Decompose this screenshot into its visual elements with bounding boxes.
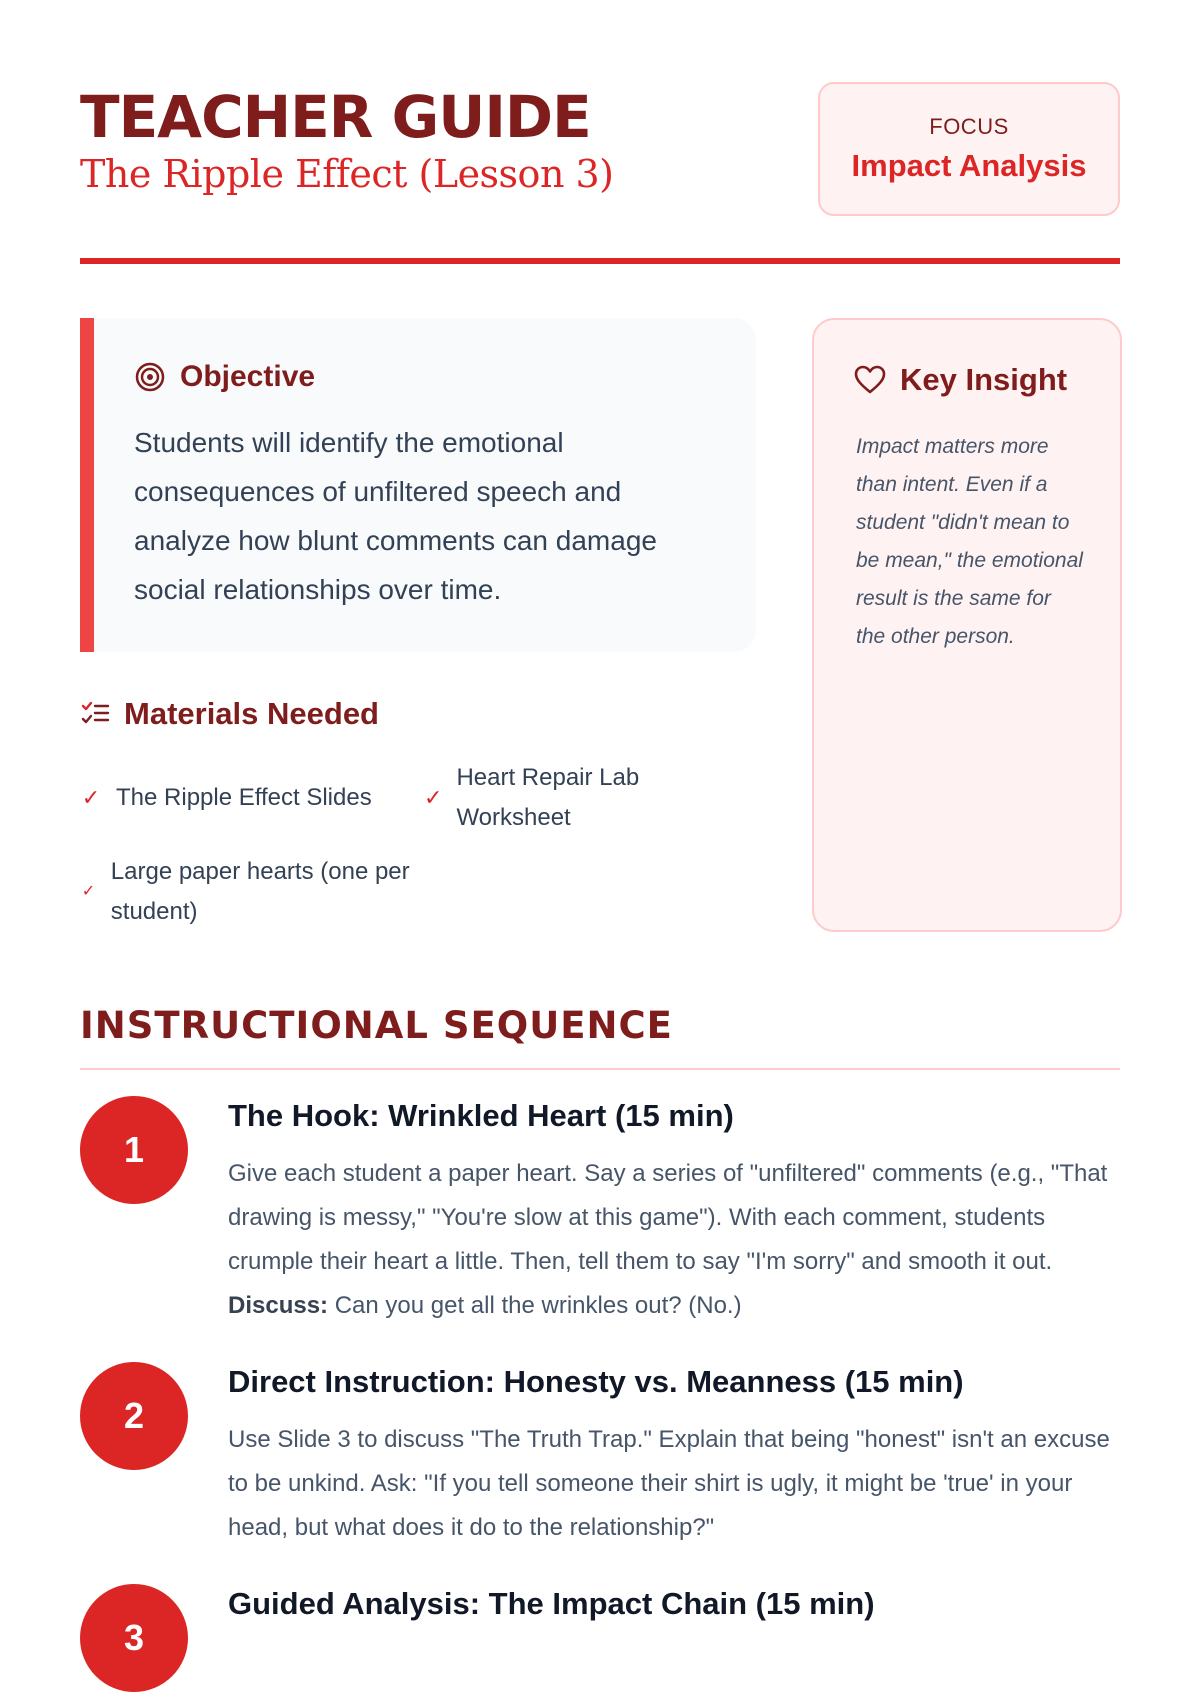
section-divider — [80, 1068, 1120, 1070]
objective-title: Objective — [180, 360, 316, 393]
insight-heading — [854, 362, 1067, 398]
list-item — [80, 852, 410, 932]
objective-heading — [134, 360, 315, 394]
checklist-icon — [80, 699, 110, 729]
focus-value: Impact Analysis — [851, 148, 1087, 183]
section-title: INSTRUCTIONAL SEQUENCE — [80, 1004, 673, 1047]
list-item — [80, 778, 372, 818]
step-title: Guided Analysis: The Impact Chain (15 min) — [228, 1586, 875, 1621]
target-icon — [134, 361, 166, 393]
step-title: Direct Instruction: Honesty vs. Meanness (15 min) — [228, 1364, 964, 1399]
key-insight-card — [812, 318, 1122, 932]
step-number-badge: 1 — [80, 1096, 188, 1204]
insight-text: Impact matters more than intent. Even if a student "didn't mean to be mean," the emotional result is the same for the other person. — [856, 435, 1083, 648]
focus-badge — [818, 82, 1120, 216]
step-number-badge: 2 — [80, 1362, 188, 1470]
page-subtitle: The Ripple Effect (Lesson 3) — [80, 152, 614, 196]
check-icon: ✓ — [81, 883, 96, 900]
focus-label: FOCUS — [929, 114, 1009, 139]
material-label: Heart Repair Lab Worksheet — [456, 764, 640, 831]
insight-title: Key Insight — [900, 362, 1068, 397]
step-description: Give each student a paper heart. Say a series of "unfiltered" comments (e.g., "That drawing is messy," "You're slow at this game"). With each comment, students crumple their heart a little. Then, tell them to say "I'm sorry" and smooth it out. Discuss: Can you get all the wrinkles out? (No.) — [228, 1160, 1108, 1319]
check-icon: ✓ — [81, 785, 101, 810]
header — [80, 78, 1120, 268]
heart-icon — [854, 365, 886, 395]
check-icon: ✓ — [424, 785, 443, 810]
header-divider — [80, 258, 1120, 264]
step-description: Use Slide 3 to discuss "The Truth Trap." Explain that being "honest" isn't an excuse to be unkind. Ask: "If you tell someone their shirt is ugly, it might be 'true' in your head, but what does it do to the relationship?" — [228, 1426, 1110, 1541]
list-item — [424, 758, 694, 838]
objective-card — [80, 318, 756, 652]
step-number-badge: 3 — [80, 1584, 188, 1692]
material-label: Large paper hearts (one per student) — [110, 858, 410, 925]
material-label: The Ripple Effect Slides — [116, 784, 372, 811]
materials-heading — [80, 696, 379, 732]
objective-text: Students will identify the emotional consequences of unfiltered speech and analyze how blunt comments can damage social relationships over time. — [134, 427, 657, 605]
objective-accent-bar — [80, 318, 94, 652]
step-title: The Hook: Wrinkled Heart (15 min) — [228, 1098, 734, 1133]
materials-title: Materials Needed — [124, 696, 379, 731]
page-title: TEACHER GUIDE — [80, 83, 591, 151]
